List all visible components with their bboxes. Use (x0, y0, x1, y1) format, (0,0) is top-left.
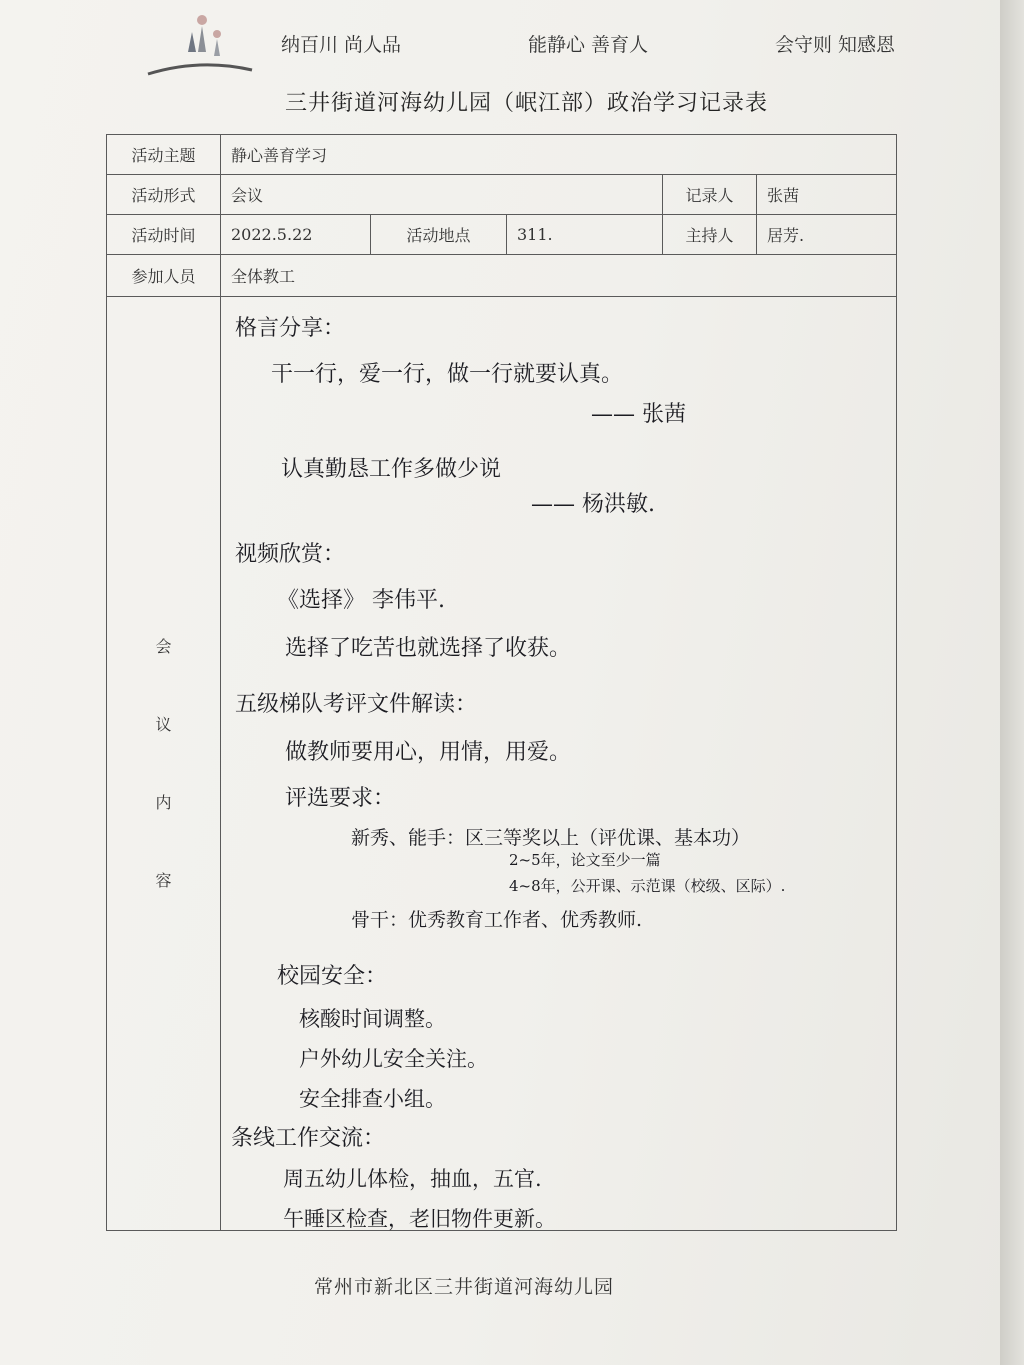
place-value: 311. (507, 215, 663, 255)
record-table (106, 134, 897, 1231)
participants-label: 参加人员 (107, 255, 221, 297)
content-label (107, 297, 221, 1231)
form-value: 会议 (221, 175, 663, 215)
content-label-char: 容 (155, 870, 172, 890)
content-line: 格言分享： (235, 316, 346, 341)
content-line: —— 张茜 (591, 402, 686, 427)
content-line: 条线工作交流： (231, 1126, 386, 1151)
row-participants (107, 255, 897, 297)
content-label-char: 会 (155, 636, 172, 656)
recorder-value: 张茜 (757, 175, 897, 215)
page-title: 三井街道河海幼儿园（岷江部）政治学习记录表 (285, 91, 769, 116)
content-line: 五级梯队考评文件解读： (235, 692, 478, 717)
participants-value: 全体教工 (221, 255, 897, 297)
content-line: 2~5年，论文至少一篇 (509, 851, 661, 869)
place-label: 活动地点 (371, 215, 507, 255)
content-line: 户外幼儿安全关注。 (299, 1047, 488, 1071)
content-line: 安全排查小组。 (299, 1087, 446, 1111)
row-content (107, 297, 897, 1231)
school-motto (275, 30, 895, 57)
theme-label: 活动主题 (107, 135, 221, 175)
content-line: 核酸时间调整。 (299, 1007, 446, 1031)
motto-3: 会守则 知感恩 (774, 34, 895, 56)
row-theme (107, 135, 897, 175)
meeting-content (221, 297, 897, 1231)
content-line: 骨干：优秀教育工作者、优秀教师. (351, 909, 643, 931)
content-line: 选择了吃苦也就选择了收获。 (285, 636, 572, 661)
content-line: 做教师要用心，用情，用爱。 (285, 740, 572, 765)
recorder-label: 记录人 (663, 175, 757, 215)
content-line: 午睡区检查，老旧物件更新。 (283, 1207, 556, 1231)
paper-edge (1000, 0, 1024, 1365)
content-line: —— 杨洪敏. (531, 492, 655, 517)
motto-2: 能静心 善育人 (527, 34, 649, 56)
time-value: 2022.5.22 (221, 215, 371, 255)
row-form (107, 175, 897, 215)
content-line: 干一行，爱一行，做一行就要认真。 (271, 362, 624, 387)
footer-school-name: 常州市新北区三井街道河海幼儿园 (314, 1276, 615, 1298)
time-label: 活动时间 (107, 215, 221, 255)
host-label: 主持人 (663, 215, 757, 255)
content-label-char: 内 (155, 792, 172, 812)
host-value: 居芳. (757, 215, 897, 255)
content-line: 周五幼儿体检，抽血，五官. (283, 1167, 542, 1191)
content-line: 校园安全： (277, 964, 388, 989)
content-line: 评选要求： (285, 786, 396, 811)
content-line: 认真勤恳工作多做少说 (281, 457, 502, 482)
content-line: 《选择》 李伟平. (277, 588, 445, 613)
row-time (107, 215, 897, 255)
content-line: 4~8年，公开课、示范课（校级、区际）. (509, 877, 786, 895)
theme-value: 静心善育学习 (221, 135, 897, 175)
content-label-char: 议 (155, 714, 172, 734)
kindergarten-logo (140, 12, 260, 84)
form-label: 活动形式 (107, 175, 221, 215)
motto-1: 纳百川 尚人品 (281, 34, 402, 56)
content-line: 视频欣赏： (235, 542, 346, 567)
content-line: 新秀、能手：区三等奖以上（评优课、基本功） (351, 827, 751, 849)
